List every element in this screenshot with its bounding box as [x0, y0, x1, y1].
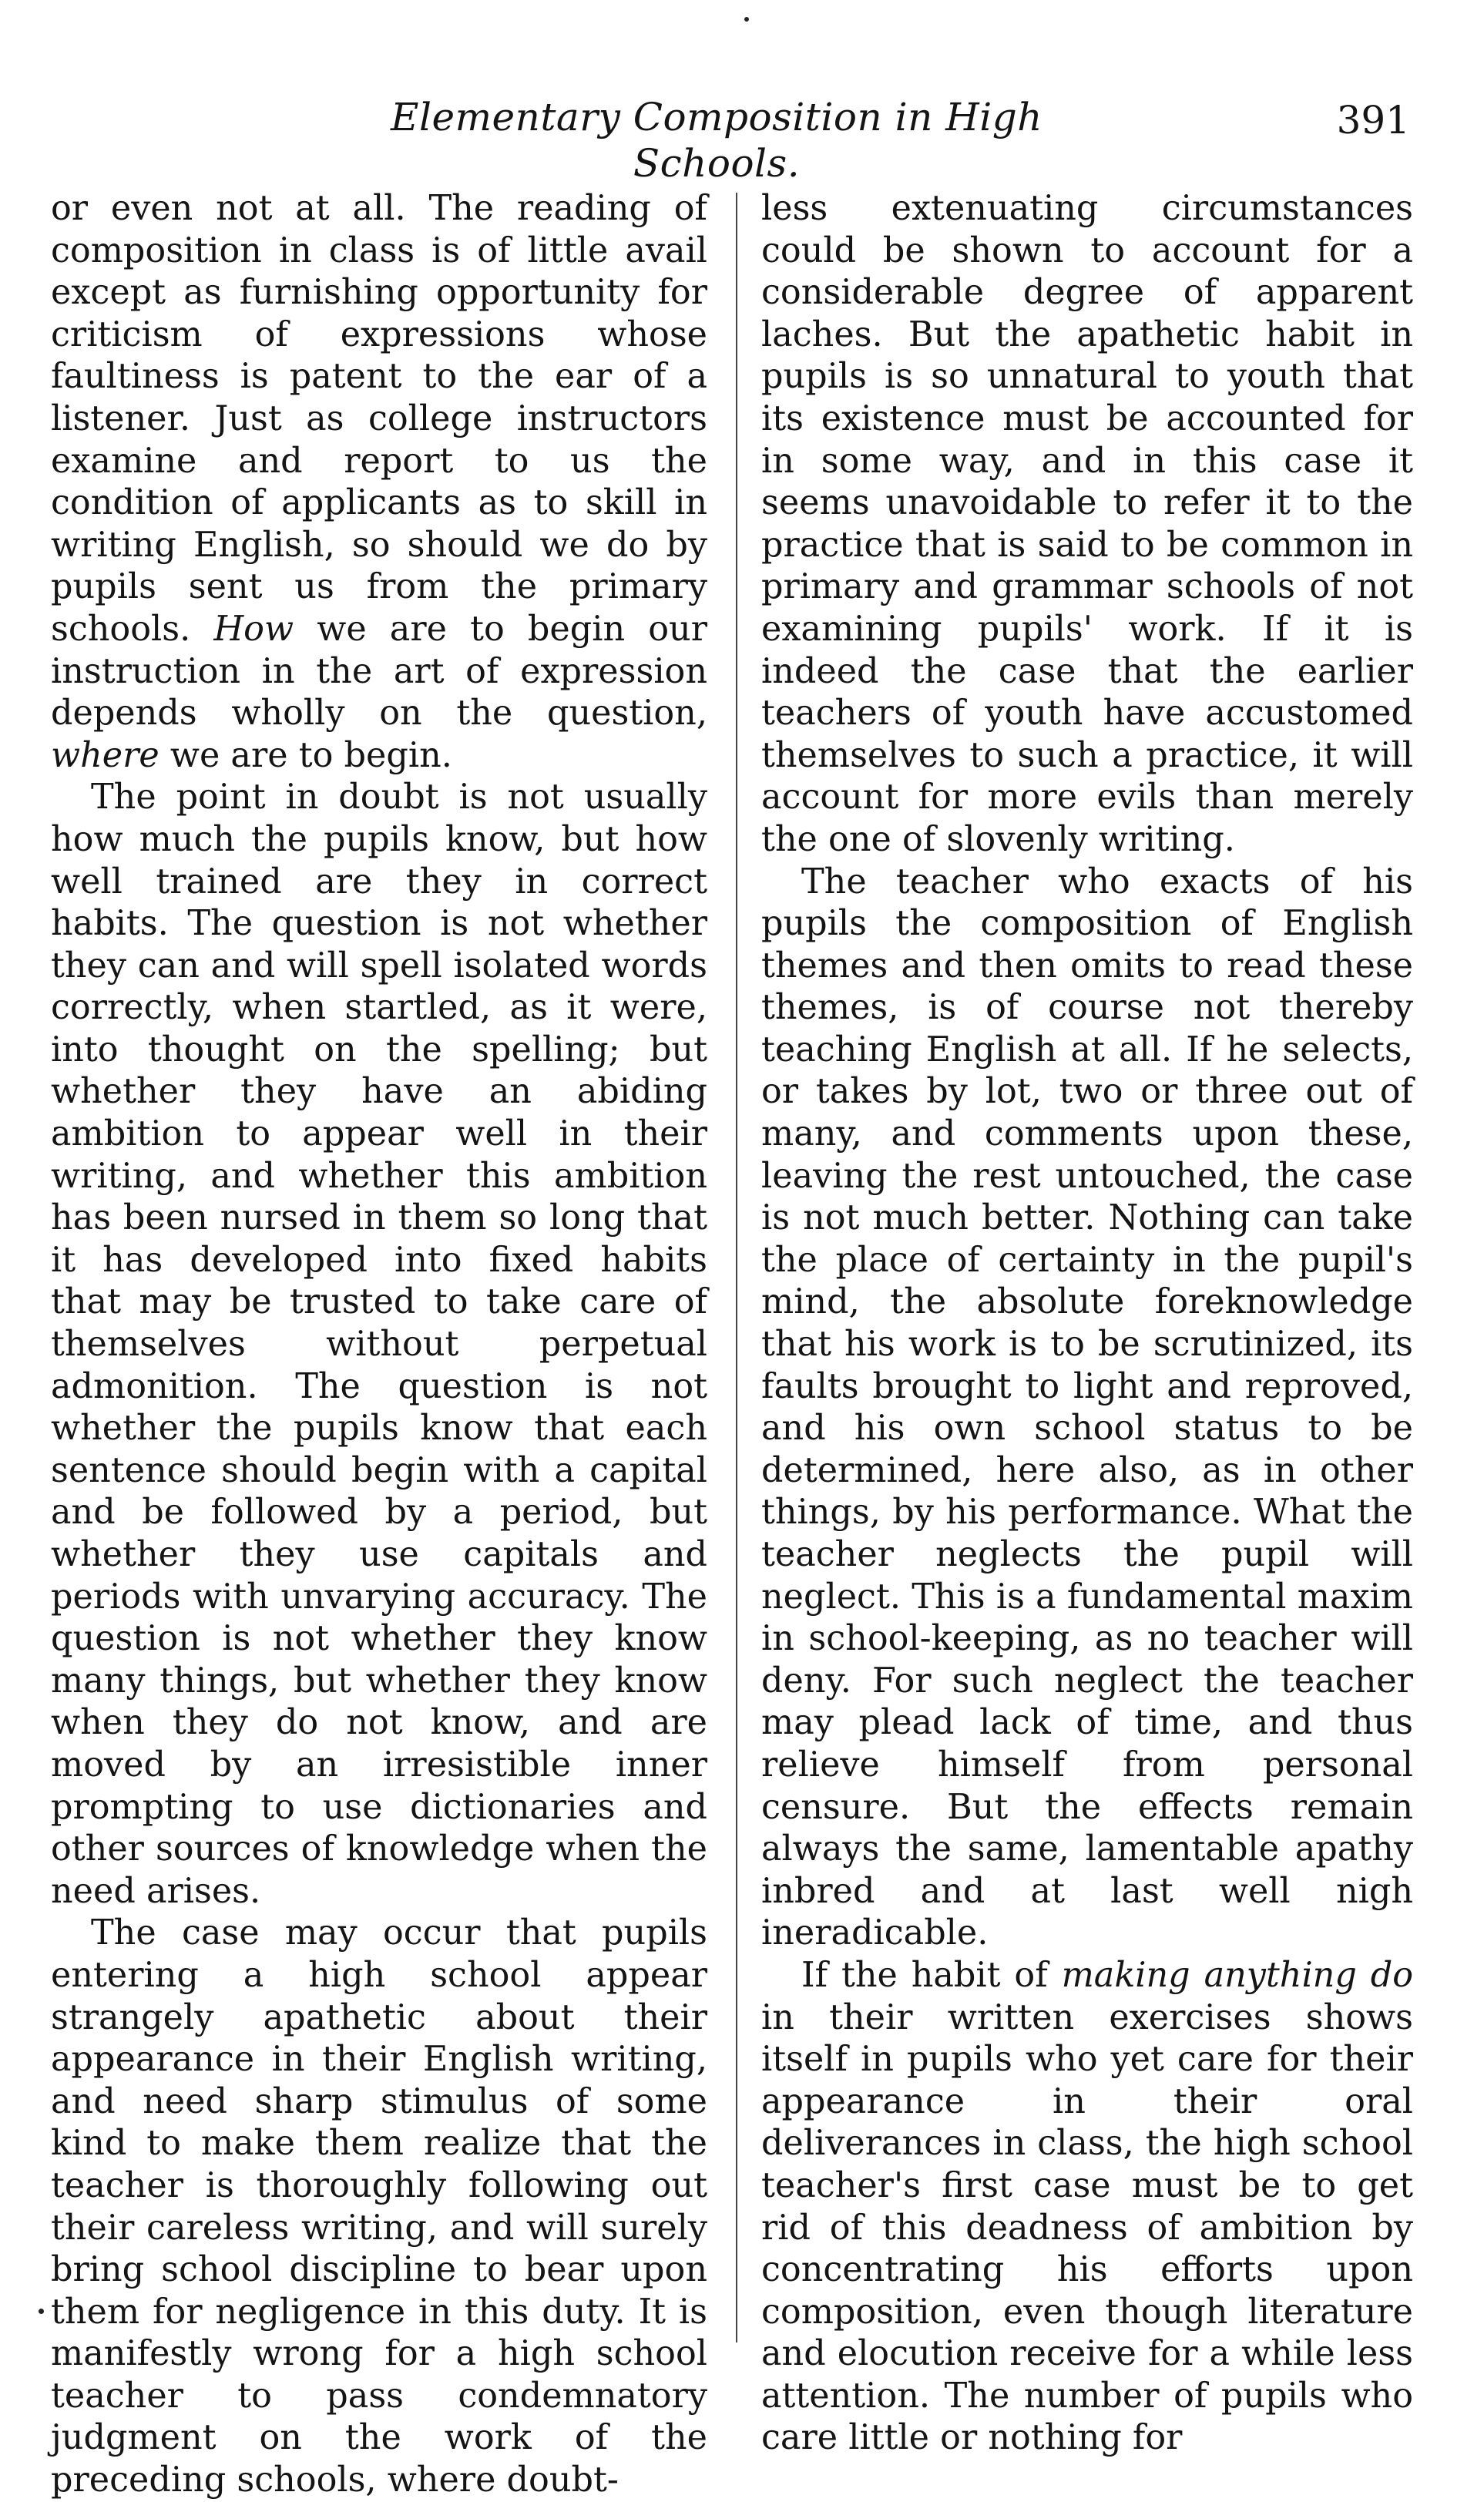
column-divider — [736, 193, 737, 2342]
right-column — [761, 188, 1413, 2460]
emphasis-making-anything-do: making anything do — [1061, 1955, 1413, 1995]
ink-speck — [744, 17, 749, 22]
left-paragraph-1 — [51, 188, 707, 777]
running-title: Elementary Composition in High Schools. — [391, 95, 1042, 186]
left-paragraph-1-end: we are to begin. — [170, 735, 452, 775]
right-paragraph-3 — [761, 1955, 1413, 2460]
page-number: 391 — [1336, 98, 1410, 143]
left-paragraph-1-middle: we are to begin our instruction in the art of expression depends wholly on the question, — [51, 609, 707, 734]
emphasis-where: where — [51, 735, 159, 775]
emphasis-how: How — [213, 609, 294, 649]
left-paragraph-1-text: or even not at all. The reading of composition in class is of little avail except as furnishing opportunity for criticism of expressions whose faultiness is patent to the ear of a listener. Just as college instructors examine and report to us the condition of applicants as to skill in writing English, so should we do by pupils sent us from the primary schools. — [51, 189, 707, 649]
left-column — [51, 188, 707, 2502]
ink-speck-bottom — [39, 2309, 44, 2314]
right-paragraph-1: less extenuating circumstances could be shown to account for a considerable degree of apparent laches. But the apathetic habit in pupils is so unnatural to youth that its existence must be accounted for in some way, and in this case it seems unavoidable to refer it to the practice that is said to be common in primary and grammar schools of not examining pupils' work. If it is indeed the case that the earlier teachers of youth have accustomed themselves to such a practice, it will account for more evils than merely the one of slovenly writing. — [761, 189, 1413, 859]
right-paragraph-3-start: If the habit of — [801, 1955, 1048, 1995]
left-paragraph-3: The case may occur that pupils entering a high school appear strangely apathetic about their appearance in their English writing, and need sharp stimulus of some kind to make them realize that the teacher is thoroughly following out their careless writing, and will surely bring school discipline to bear upon them for negligence in this duty. It is manifestly wrong for a high school teacher to pass condemnatory judgment on the work of the preceding schools, where doubt- — [51, 1913, 707, 2500]
right-paragraph-3-end: in their written exercises shows itself in pupils who yet care for their appearance in their oral deliverances in class, the high school teacher's first case must be to get rid of this deadness of ambition by concentrating his efforts upon composition, even though literature and elocution receive for a while less attention. The number of pupils who care little or nothing for — [761, 1997, 1413, 2458]
right-paragraph-2: The teacher who exacts of his pupils the composition of English themes and then omits to read these themes, is of course not thereby teaching English at all. If he selects, or takes by lot, two or three out of many, and comments upon these, leaving the rest untouched, the case is not much better. Nothing can take the place of certainty in the pupil's mind, the absolute foreknowledge that his work is to be scrutinized, its faults brought to light and reproved, and his own school status to be determined, here also, as in other things, by his performance. What the teacher neglects the pupil will neglect. This is a fundamental maxim in school-keeping, as no teacher will deny. For such neglect the teacher may plead lack of time, and thus relieve himself from personal censure. But the effects remain always the same, lamentable apathy inbred and at last well nigh ineradicable. — [761, 861, 1413, 1953]
left-paragraph-2: The point in doubt is not usually how much the pupils know, but how well trained are they in correct habits. The question is not whether they can and will spell isolated words correctly, when startled, as it were, into thought on the spelling; but whether they have an abiding ambition to appear well in their writing, and whether this ambition has been nursed in them so long that it has developed into fixed habits that may be trusted to take care of themselves without perpetual admonition. The question is not whether the pupils know that each sentence should begin with a capital and be followed by a period, but whether they use capitals and periods with unvarying accuracy. The question is not whether they know many things, but whether they know when they do not know, and are moved by an irresistible inner prompting to use dictionaries and other sources of knowledge when the need arises. — [51, 777, 707, 1911]
